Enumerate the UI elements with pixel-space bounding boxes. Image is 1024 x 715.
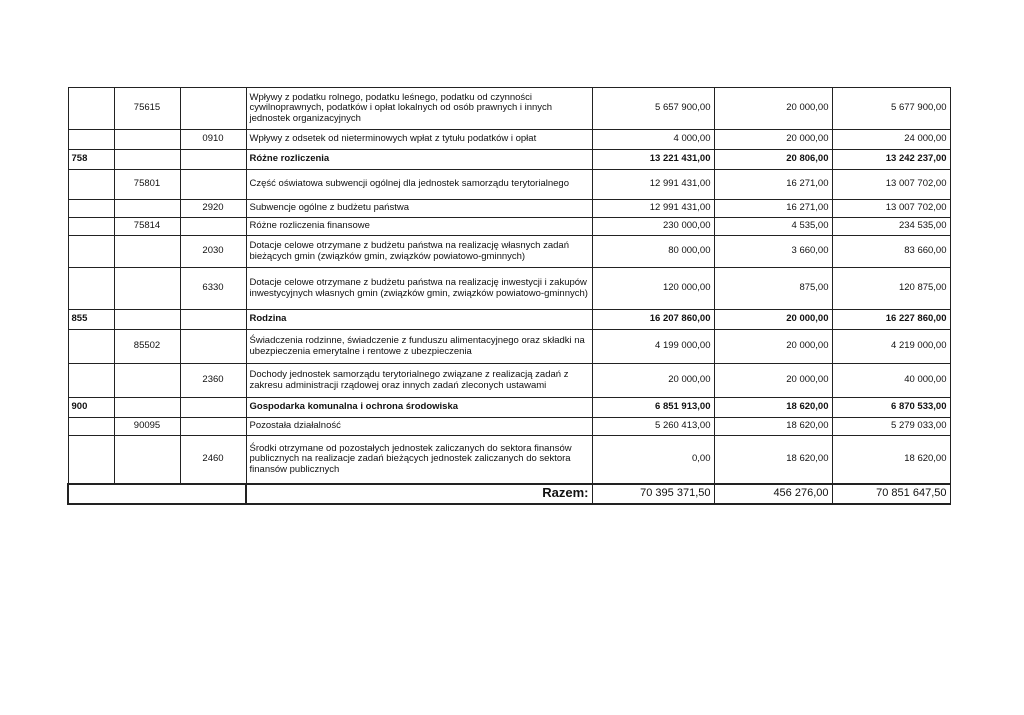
chapter-cell [114, 268, 180, 310]
plan-cell: 230 000,00 [592, 218, 714, 236]
section-row [68, 310, 950, 330]
description-cell: Środki otrzymane od pozostałych jednostek zaliczanych do sektora finansów publicznych na realizacje zadań bieżących jednostek zaliczanych do sektora finansów publicznych [246, 436, 592, 484]
after-change-cell: 83 660,00 [832, 236, 950, 268]
paragraph-cell [180, 150, 246, 170]
total-plan: 70 395 371,50 [592, 484, 714, 504]
after-change-cell: 234 535,00 [832, 218, 950, 236]
after-change-cell: 13 007 702,00 [832, 170, 950, 200]
after-change-cell: 5 677 900,00 [832, 88, 950, 130]
change-cell: 875,00 [714, 268, 832, 310]
division-cell [68, 364, 114, 398]
description-cell: Dochody jednostek samorządu terytorialnego związane z realizacją zadań z zakresu administracji rządowej oraz innych zadań zleconych ustawami [246, 364, 592, 398]
paragraph-cell [180, 218, 246, 236]
table-row [68, 236, 950, 268]
table-row [68, 418, 950, 436]
table-row [68, 268, 950, 310]
description-cell: Pozostała działalność [246, 418, 592, 436]
plan-cell: 80 000,00 [592, 236, 714, 268]
plan-cell: 4 000,00 [592, 130, 714, 150]
paragraph-cell [180, 310, 246, 330]
paragraph-cell [180, 330, 246, 364]
division-cell [68, 236, 114, 268]
after-change-cell: 13 007 702,00 [832, 200, 950, 218]
chapter-cell [114, 364, 180, 398]
plan-cell: 120 000,00 [592, 268, 714, 310]
change-cell: 20 000,00 [714, 130, 832, 150]
division-cell: 758 [68, 150, 114, 170]
division-cell [68, 268, 114, 310]
after-change-cell: 4 219 000,00 [832, 330, 950, 364]
chapter-cell [114, 150, 180, 170]
after-change-cell: 6 870 533,00 [832, 398, 950, 418]
plan-cell: 20 000,00 [592, 364, 714, 398]
table-row [68, 330, 950, 364]
chapter-cell: 75615 [114, 88, 180, 130]
change-cell: 20 000,00 [714, 310, 832, 330]
change-cell: 20 000,00 [714, 364, 832, 398]
section-row [68, 150, 950, 170]
section-row [68, 398, 950, 418]
division-cell: 900 [68, 398, 114, 418]
change-cell: 18 620,00 [714, 398, 832, 418]
total-label: Razem: [246, 484, 592, 504]
table-row [68, 88, 950, 130]
paragraph-cell [180, 88, 246, 130]
description-cell: Wpływy z podatku rolnego, podatku leśnego, podatku od czynności cywilnoprawnych, podatków i opłat lokalnych od osób prawnych i innych jednostek organizacyjnych [246, 88, 592, 130]
after-change-cell: 13 242 237,00 [832, 150, 950, 170]
chapter-cell: 75801 [114, 170, 180, 200]
description-cell: Świadczenia rodzinne, świadczenie z funduszu alimentacyjnego oraz składki na ubezpieczenia emerytalne i rentowe z ubezpieczenia [246, 330, 592, 364]
change-cell: 4 535,00 [714, 218, 832, 236]
division-cell [68, 418, 114, 436]
chapter-cell [114, 200, 180, 218]
description-cell: Dotacje celowe otrzymane z budżetu państwa na realizację inwestycji i zakupów inwestycyjnych własnych gmin (związków gmin, związków powiatowo-gminnych) [246, 268, 592, 310]
change-cell: 18 620,00 [714, 436, 832, 484]
division-cell: 855 [68, 310, 114, 330]
division-cell [68, 218, 114, 236]
paragraph-cell: 2920 [180, 200, 246, 218]
budget-table-body [68, 88, 950, 484]
paragraph-cell: 0910 [180, 130, 246, 150]
chapter-cell: 85502 [114, 330, 180, 364]
change-cell: 16 271,00 [714, 170, 832, 200]
plan-cell: 16 207 860,00 [592, 310, 714, 330]
division-cell [68, 200, 114, 218]
paragraph-cell [180, 398, 246, 418]
chapter-cell: 90095 [114, 418, 180, 436]
division-cell [68, 130, 114, 150]
description-cell: Rodzina [246, 310, 592, 330]
chapter-cell [114, 398, 180, 418]
paragraph-cell: 6330 [180, 268, 246, 310]
total-change: 456 276,00 [714, 484, 832, 504]
table-row [68, 364, 950, 398]
change-cell: 20 806,00 [714, 150, 832, 170]
total-row [68, 484, 950, 504]
total-blank-cell [68, 484, 246, 504]
change-cell: 18 620,00 [714, 418, 832, 436]
description-cell: Różne rozliczenia finansowe [246, 218, 592, 236]
change-cell: 20 000,00 [714, 88, 832, 130]
paragraph-cell [180, 170, 246, 200]
chapter-cell [114, 310, 180, 330]
after-change-cell: 18 620,00 [832, 436, 950, 484]
plan-cell: 0,00 [592, 436, 714, 484]
table-row [68, 170, 950, 200]
table-row [68, 218, 950, 236]
description-cell: Część oświatowa subwencji ogólnej dla jednostek samorządu terytorialnego [246, 170, 592, 200]
table-row [68, 436, 950, 484]
change-cell: 16 271,00 [714, 200, 832, 218]
division-cell [68, 330, 114, 364]
description-cell: Różne rozliczenia [246, 150, 592, 170]
plan-cell: 5 260 413,00 [592, 418, 714, 436]
description-cell: Wpływy z odsetek od nieterminowych wpłat z tytułu podatków i opłat [246, 130, 592, 150]
change-cell: 3 660,00 [714, 236, 832, 268]
chapter-cell [114, 130, 180, 150]
plan-cell: 5 657 900,00 [592, 88, 714, 130]
total-after-change: 70 851 647,50 [832, 484, 950, 504]
plan-cell: 12 991 431,00 [592, 170, 714, 200]
division-cell [68, 170, 114, 200]
change-cell: 20 000,00 [714, 330, 832, 364]
after-change-cell: 120 875,00 [832, 268, 950, 310]
after-change-cell: 5 279 033,00 [832, 418, 950, 436]
after-change-cell: 24 000,00 [832, 130, 950, 150]
after-change-cell: 40 000,00 [832, 364, 950, 398]
description-cell: Gospodarka komunalna i ochrona środowiska [246, 398, 592, 418]
after-change-cell: 16 227 860,00 [832, 310, 950, 330]
paragraph-cell: 2460 [180, 436, 246, 484]
plan-cell: 6 851 913,00 [592, 398, 714, 418]
table-row [68, 200, 950, 218]
chapter-cell [114, 236, 180, 268]
budget-table [67, 87, 951, 505]
plan-cell: 12 991 431,00 [592, 200, 714, 218]
description-cell: Subwencje ogólne z budżetu państwa [246, 200, 592, 218]
division-cell [68, 88, 114, 130]
paragraph-cell [180, 418, 246, 436]
chapter-cell: 75814 [114, 218, 180, 236]
paragraph-cell: 2030 [180, 236, 246, 268]
plan-cell: 13 221 431,00 [592, 150, 714, 170]
division-cell [68, 436, 114, 484]
chapter-cell [114, 436, 180, 484]
plan-cell: 4 199 000,00 [592, 330, 714, 364]
table-row [68, 130, 950, 150]
budget-table-footer [68, 484, 950, 504]
paragraph-cell: 2360 [180, 364, 246, 398]
description-cell: Dotacje celowe otrzymane z budżetu państwa na realizację własnych zadań bieżących gmin (związków gmin, związków powiatowo-gminnych) [246, 236, 592, 268]
